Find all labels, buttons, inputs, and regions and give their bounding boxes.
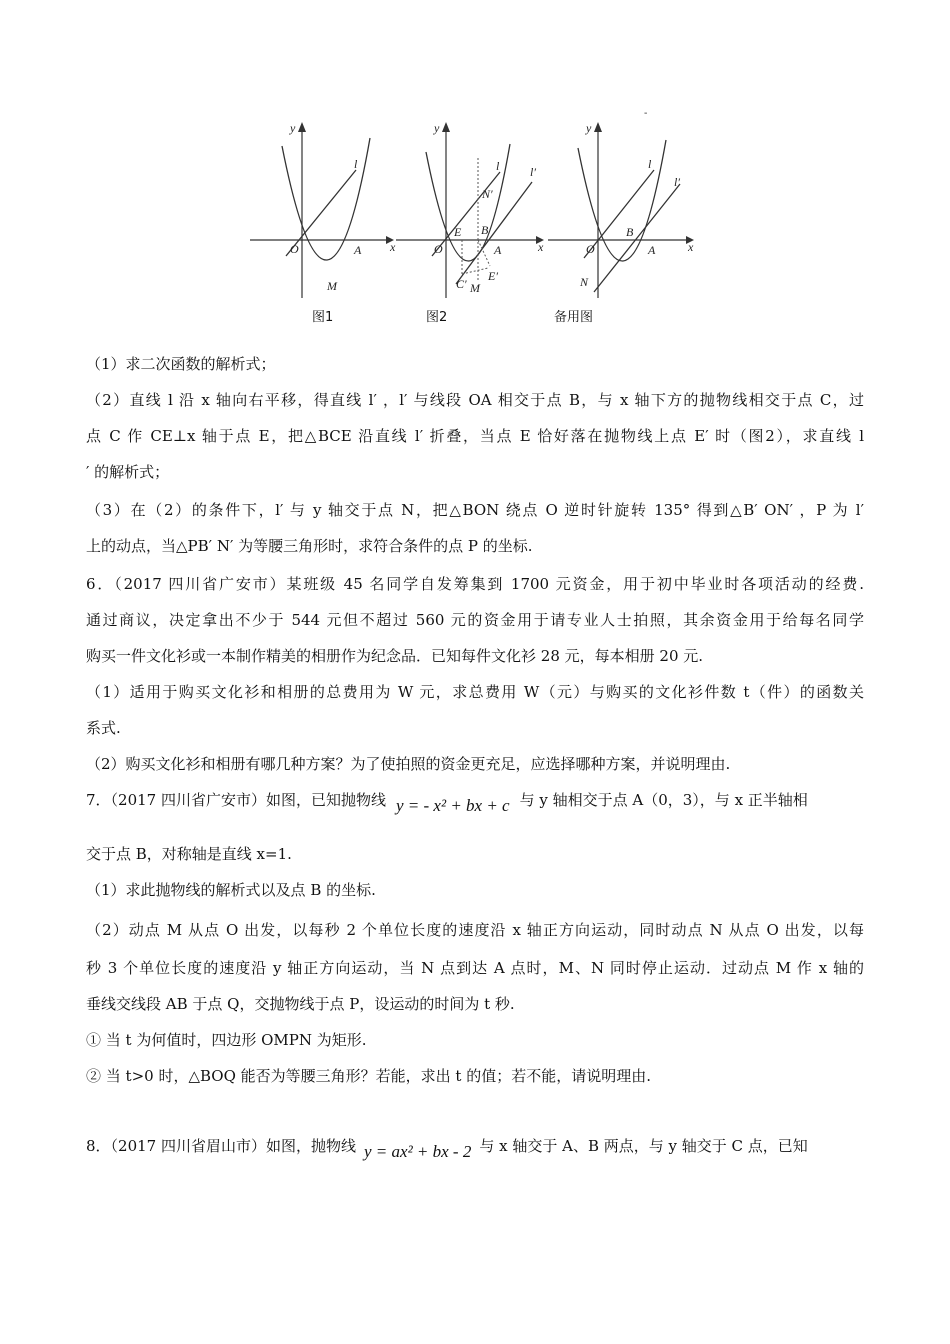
- figure-3: [544, 108, 699, 325]
- text-line: 上的动点，当△PB′ N′ 为等腰三角形时，求符合条件的点 P 的坐标.: [86, 537, 533, 555]
- text-line: 7．（2017 四川省广安市）如图，已知抛物线: [86, 791, 386, 809]
- fig3-x-label: x: [688, 240, 694, 254]
- fig2-b-label: B: [481, 223, 489, 237]
- text-line: 秒 3 个单位长度的速度沿 y 轴正方向运动，当 N 点到达 A 点时，M、N 同时停止运动．过动点 M 作 x 轴的: [86, 959, 864, 977]
- fig3-n-label: N: [580, 275, 589, 289]
- figure-3-caption: 备用图: [554, 310, 594, 325]
- fig1-x-label: x: [390, 240, 396, 254]
- formula-q8: y = ax² + bx - 2: [364, 1142, 472, 1161]
- fig2-y-label: y: [434, 121, 440, 135]
- fig2-lp-label: l′: [530, 165, 536, 179]
- stray-mark: -: [644, 108, 648, 119]
- text-line: 与 x 轴交于 A、B 两点，与 y 轴交于 C 点，已知: [479, 1137, 808, 1155]
- text-line: 与 y 轴相交于点 A（0，3），与 x 正半轴相: [519, 791, 808, 809]
- text-line: （2）直线 l 沿 x 轴向右平移，得直线 l′ ，l′ 与线段 OA 相交于点 B，与 x 轴下方的抛物线相交于点 C，过: [86, 391, 864, 409]
- fig1-a-label: A: [354, 243, 362, 257]
- fig3-b-label: B: [626, 225, 634, 239]
- text-line: 点 C 作 CE⊥x 轴于点 E，把△BCE 沿直线 l′ 折叠，当点 E 恰好落在抛物线上点 E′ 时（图2），求直线 l: [86, 427, 864, 445]
- text-line: 8．（2017 四川省眉山市）如图，抛物线: [86, 1137, 356, 1155]
- figure-group: [244, 108, 704, 330]
- fig2-cp-label: C′: [456, 277, 467, 291]
- figure-1-graph: [244, 108, 394, 303]
- fig2-o-label: O: [434, 242, 443, 256]
- fig1-m-label: M: [327, 279, 337, 293]
- fig2-np-label: N′: [482, 187, 493, 201]
- text-line: （1）求二次函数的解析式；: [86, 355, 276, 373]
- fig3-y-label: y: [586, 121, 592, 135]
- fig2-l-label: l: [496, 159, 500, 173]
- text-line: 系式.: [86, 719, 121, 737]
- fig3-l-label: l: [648, 157, 652, 171]
- text-line: （3）在（2）的条件下，l′ 与 y 轴交于点 N，把△BON 绕点 O 逆时针旋转 135° 得到△B′ ON′ ，P 为 l′: [86, 501, 864, 519]
- figure-2-caption: 图2: [426, 310, 448, 325]
- fig1-o-label: O: [290, 242, 299, 256]
- fig3-a-label: A: [648, 243, 656, 257]
- fig2-a-label: A: [494, 243, 502, 257]
- text-line: （2）购买文化衫和相册有哪几种方案？为了使拍照的资金更充足，应选择哪种方案，并说明理由.: [86, 755, 731, 773]
- figure-1: [244, 108, 396, 325]
- fig2-x-label: x: [538, 240, 544, 254]
- figure-2: [392, 108, 547, 325]
- fig2-ep-label: E′: [488, 269, 498, 283]
- question-8-stem: [86, 1128, 808, 1164]
- text-line: 通过商议，决定拿出不少于 544 元但不超过 560 元的资金用于请专业人士拍照，其余资金用于给每名同学: [86, 611, 864, 629]
- text-line: ① 当 t 为何值时，四边形 OMPN 为矩形.: [86, 1031, 367, 1049]
- formula-q7: y = - x² + bx + c: [396, 796, 510, 815]
- text-line: 购买一件文化衫或一本制作精美的相册作为纪念品．已知每件文化衫 28 元，每本相册 20 元.: [86, 647, 704, 665]
- text-line: （2）动点 M 从点 O 出发，以每秒 2 个单位长度的速度沿 x 轴正方向运动，同时动点 N 从点 O 出发，以每: [86, 921, 864, 939]
- text-line: 6．（2017 四川省广安市）某班级 45 名同学自发筹集到 1700 元资金，用于初中毕业时各项活动的经费.: [86, 575, 864, 593]
- figure-3-graph: [544, 108, 699, 303]
- fig2-e-label: E: [454, 225, 462, 239]
- text-line: （1）求此抛物线的解析式以及点 B 的坐标.: [86, 881, 376, 899]
- fig1-y-label: y: [290, 121, 296, 135]
- text-line: ′ 的解析式；: [86, 463, 170, 481]
- text-line: 垂线交线段 AB 于点 Q，交抛物线于点 P，设运动的时间为 t 秒.: [86, 995, 515, 1013]
- fig2-m-label: M: [470, 281, 480, 295]
- question-7-stem: [86, 782, 808, 818]
- text-line: （1）适用于购买文化衫和相册的总费用为 W 元，求总费用 W（元）与购买的文化衫件数 t（件）的函数关: [86, 683, 864, 701]
- text-line: 交于点 B，对称轴是直线 x=1.: [86, 845, 292, 863]
- figure-1-caption: 图1: [312, 310, 334, 325]
- fig3-o-label: O: [586, 242, 595, 256]
- text-line: ② 当 t>0 时，△BOQ 能否为等腰三角形？若能，求出 t 的值；若不能，请说明理由.: [86, 1067, 651, 1085]
- fig3-lp-label: l′: [674, 175, 680, 189]
- fig1-l-label: l: [354, 157, 358, 171]
- figure-2-graph: [392, 108, 547, 303]
